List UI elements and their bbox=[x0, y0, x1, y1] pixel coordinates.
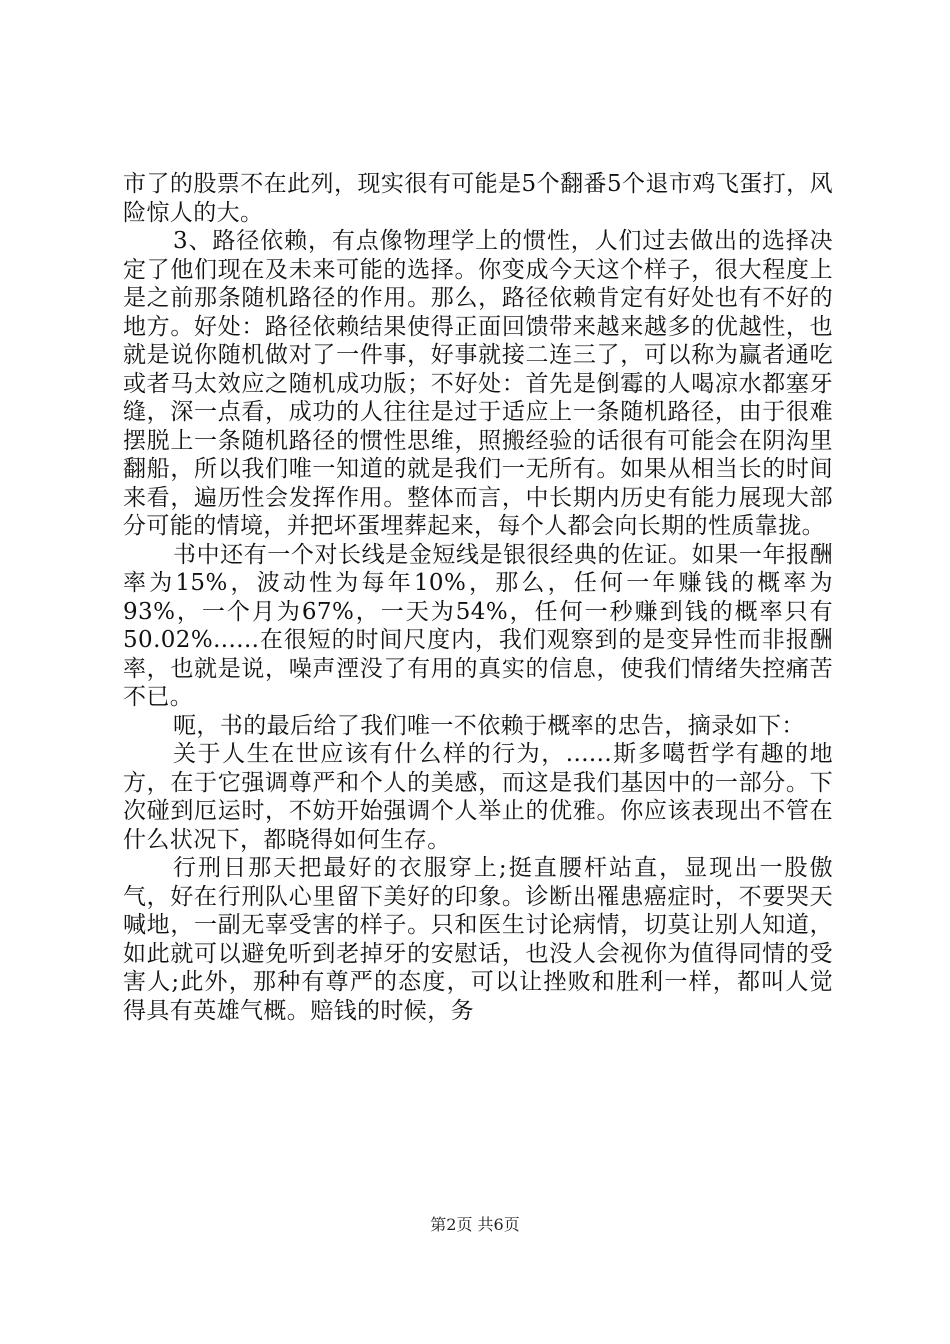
paragraph-long-term-evidence: 书中还有一个对长线是金短线是银很经典的佐证。如果一年报酬率为15%，波动性为每年10%，那么，任何一年赚钱的概率为93%，一个月为67%，一天为54%，任何一秒赚到钱的概率只有50.02%......在很短的时间尺度内，我们观察到的是变异性而非报酬率，也就是说，噪声湮没了有用的真实的信息，使我们情绪失控痛苦不已。 bbox=[123, 541, 833, 710]
paragraph-stoic-quote: 关于人生在世应该有什么样的行为，......斯多噶哲学有趣的地方，在于它强调尊严和个人的美感，而这是我们基因中的一部分。下次碰到厄运时，不妨开始强调个人举止的优雅。你应该表现出不管在什么状况下，都晓得如何生存。 bbox=[123, 741, 833, 853]
paragraph-final-advice-intro: 呃，书的最后给了我们唯一不依赖于概率的忠告，摘录如下： bbox=[173, 712, 805, 739]
paragraph-continuation: 市了的股票不在此列，现实很有可能是5个翻番5个退市鸡飞蛋打，风险惊人的大。 bbox=[123, 171, 833, 226]
page-footer: 第2页 共6页 bbox=[430, 1215, 520, 1234]
paragraph-execution-day: 行刑日那天把最好的衣服穿上;挺直腰杆站直，显现出一股傲气，好在行刑队心里留下美好的印象。诊断出罹患癌症时，不要哭天喊地，一副无辜受害的样子。只和医生讨论病情，切莫让别人知道，如此就可以避免听到老掉牙的安慰话，也没人会视你为值得同情的受害人;此外，那种有尊严的态度，可以让挫败和胜利一样，都叫人觉得具有英雄气概。赔钱的时候，务 bbox=[123, 855, 833, 1024]
document-body bbox=[123, 170, 833, 1025]
paragraph-path-dependence: 3、路径依赖，有点像物理学上的惯性，人们过去做出的选择决定了他们现在及未来可能的选择。你变成今天这个样子，很大程度上是之前那条随机路径的作用。那么，路径依赖肯定有好处也有不好的地方。好处：路径依赖结果使得正面回馈带来越来越多的优越性，也就是说你随机做对了一件事，好事就接二连三了，可以称为赢者通吃或者马太效应之随机成功版；不好处：首先是倒霉的人喝凉水都塞牙缝，深一点看，成功的人往往是过于适应上一条随机路径，由于很难摆脱上一条随机路径的惯性思维，照搬经验的话很有可能会在阴沟里翻船，所以我们唯一知道的就是我们一无所有。如果从相当长的时间来看，遍历性会发挥作用。整体而言，中长期内历史有能力展现大部分可能的情境，并把坏蛋埋葬起来，每个人都会向长期的性质靠拢。 bbox=[123, 228, 833, 539]
